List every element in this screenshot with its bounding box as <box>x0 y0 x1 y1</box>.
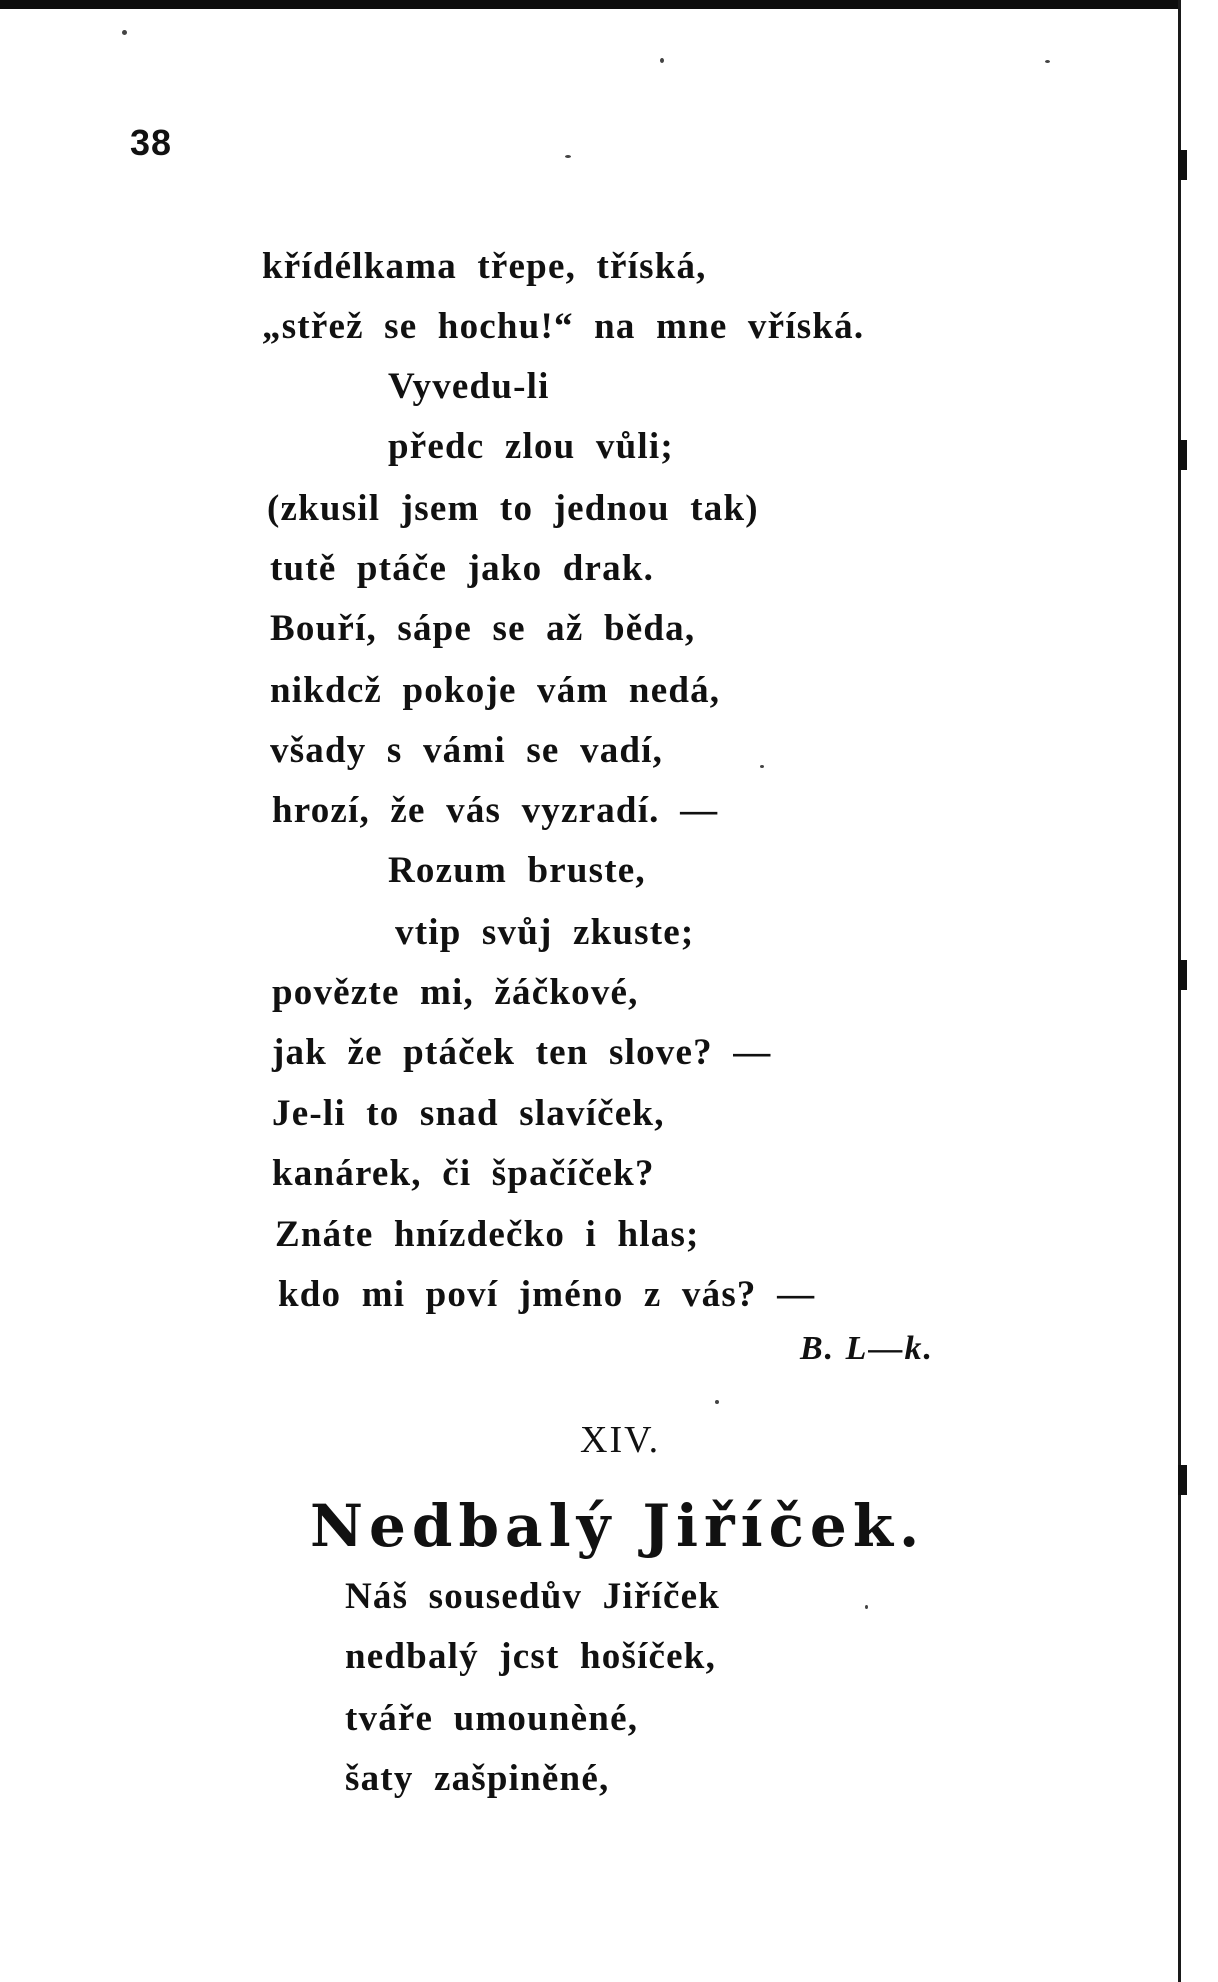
poem-line: „střež se hochu!“ na mne vříská. <box>262 306 865 347</box>
poem-line: Rozum bruste, <box>388 850 646 891</box>
print-speck <box>715 1400 719 1404</box>
poem-line: nikdcž pokoje vám nedá, <box>270 670 721 711</box>
poem-line: Znáte hnízdečko i hlas; <box>275 1214 700 1255</box>
poem-line: tutě ptáče jako drak. <box>270 548 655 589</box>
page-top-border <box>0 0 1218 9</box>
poem-line: šaty zašpiněné, <box>345 1758 610 1799</box>
page-right-border <box>1178 0 1181 1982</box>
poem-line: kanárek, či špačíček? <box>272 1153 655 1194</box>
poem-line: předc zlou vůli; <box>388 426 674 467</box>
poem-line: Vyvedu-li <box>388 366 550 407</box>
poem-line: (zkusil jsem to jednou tak) <box>267 488 759 529</box>
print-speck <box>660 58 664 63</box>
print-speck <box>1045 60 1050 63</box>
poem-line: tváře umounèné, <box>345 1698 639 1739</box>
poem-line: všady s vámi se vadí, <box>270 730 664 771</box>
poem-line: povězte mi, žáčkové, <box>272 972 639 1013</box>
poem-line: hrozí, že vás vyzradí. — <box>272 790 719 831</box>
binding-mark <box>1178 150 1187 180</box>
binding-mark <box>1178 440 1187 470</box>
print-speck <box>865 1605 868 1609</box>
poem-line: Bouří, sápe se až běda, <box>270 608 696 649</box>
binding-mark <box>1178 1465 1187 1495</box>
print-speck <box>565 155 571 158</box>
poem-line: kdo mi poví jméno z vás? — <box>278 1274 816 1315</box>
poem-title: Nedbalý Jiříček. <box>310 1492 926 1560</box>
poem-line: vtip svůj zkuste; <box>395 912 695 953</box>
poem-line: Je-li to snad slavíček, <box>272 1093 665 1134</box>
page-number: 38 <box>130 122 173 163</box>
poem-line: nedbalý jcst hošíček, <box>345 1636 717 1677</box>
print-speck <box>760 765 764 768</box>
binding-mark <box>1178 960 1187 990</box>
poem-line: jak že ptáček ten slove? — <box>272 1032 772 1073</box>
page-right-margin <box>1180 0 1218 1982</box>
section-number: XIV. <box>580 1419 661 1461</box>
author-signature: B. L—k. <box>800 1330 934 1367</box>
poem-line: křídélkama třepe, tříská, <box>262 246 707 287</box>
poem-line: Náš sousedův Jiříček <box>345 1576 720 1617</box>
print-speck <box>122 30 127 35</box>
